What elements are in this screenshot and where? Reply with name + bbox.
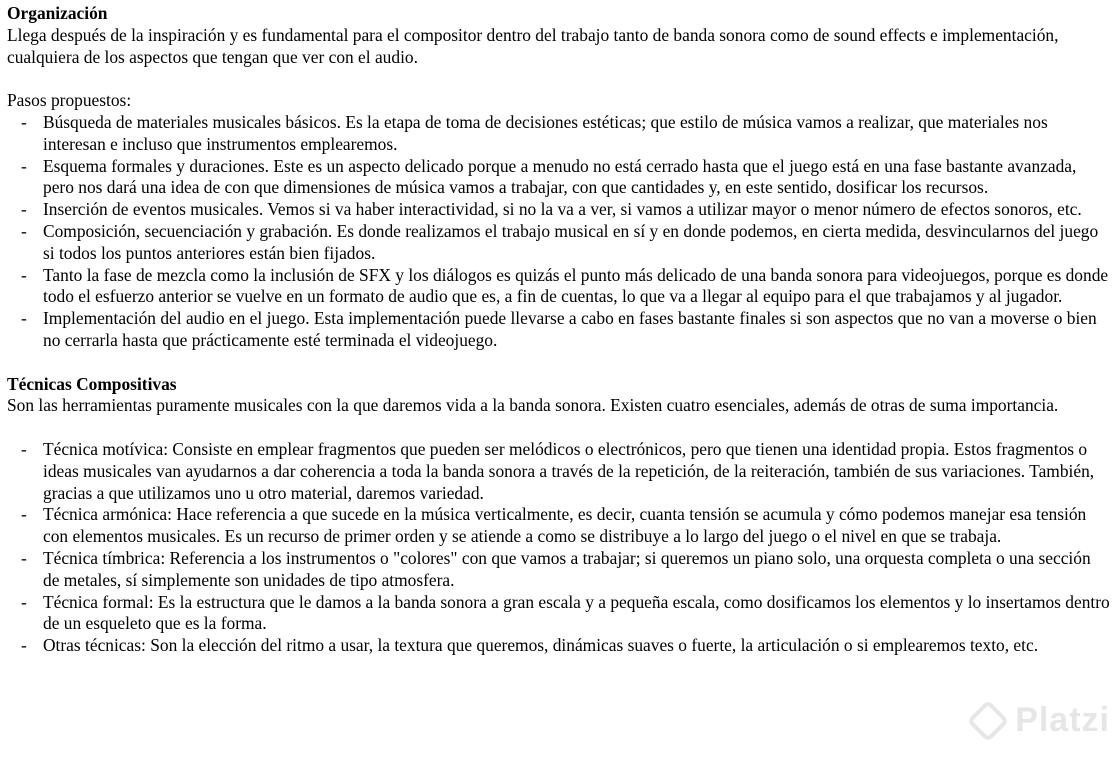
list-item-text: Inserción de eventos musicales. Vemos si va haber interactividad, si no la va a ver, si vamos a utilizar mayor o menor número de efectos sonoros, etc. — [43, 199, 1082, 220]
list-item — [7, 265, 1111, 309]
bullet-dash: - — [21, 547, 27, 568]
bullet-dash: - — [21, 591, 27, 612]
document-page — [7, 3, 1111, 657]
techniques-list — [7, 439, 1111, 657]
bullet-dash: - — [21, 199, 27, 220]
list-item — [7, 156, 1111, 200]
section-heading-tecnicas: Técnicas Compositivas — [7, 373, 177, 394]
bullet-dash: - — [21, 264, 27, 285]
spacer — [7, 417, 1111, 439]
list-item — [7, 548, 1111, 592]
list-item — [7, 112, 1111, 156]
list-item-text: Técnica armónica: Hace referencia a que sucede en la música verticalmente, es decir, cuanta tensión se acumula y cómo podemos manejar esa tensión con elementos musicales. Es un recurso de primer orden y se atiende a como se distribuye a lo largo del juego o el nivel en que se trabaja. — [43, 504, 1087, 547]
bullet-dash: - — [21, 308, 27, 329]
list-item — [7, 635, 1111, 657]
list-item-text: Búsqueda de materiales musicales básicos. Es la etapa de toma de decisiones estéticas; que estilo de música vamos a realizar, que materiales nos interesan e incluso que instrumentos emplearemos. — [43, 111, 1048, 154]
bullet-dash: - — [21, 504, 27, 525]
section-intro-tecnicas: Son las herramientas puramente musicales con la que daremos vida a la banda sonora. Existen cuatro esenciales, además de otras de suma importancia. — [7, 395, 1059, 416]
bullet-dash: - — [21, 111, 27, 132]
bullet-dash: - — [21, 635, 27, 656]
spacer — [7, 352, 1111, 374]
list-item-text: Implementación del audio en el juego. Esta implementación puede llevarse a cabo en fases bastante finales si son aspectos que no van a moverse o bien no cerrarla hasta que prácticamente esté terminada el videojuego. — [43, 308, 1097, 350]
platzi-logo-icon — [967, 700, 1009, 742]
list-item-text: Esquema formales y duraciones. Este es un aspecto delicado porque a menudo no está cerrado hasta que el juego está en una fase bastante avanzada, pero nos dará una idea de con que dimensiones de música vamos a trabajar, con que cantidades y, en este sentido, dosificar los recursos. — [43, 155, 1077, 198]
list-item-text: Técnica formal: Es la estructura que le damos a la banda sonora a gran escala y a pequeña escala, como dosificamos los elementos y lo insertamos dentro de un esqueleto que es la forma. — [43, 591, 1110, 634]
list-item — [7, 439, 1111, 504]
list-item-text: Otras técnicas: Son la elección del ritmo a usar, la textura que queremos, dinámicas suaves o fuerte, la articulación o si emplearemos texto, etc. — [43, 635, 1039, 656]
list-item — [7, 592, 1111, 636]
section-intro-organizacion: Llega después de la inspiración y es fundamental para el compositor dentro del trabajo tanto de banda sonora como de sound effects e implementación, cualquiera de los aspectos que tengan que ver con el audio. — [7, 24, 1059, 67]
list-item-text: Tanto la fase de mezcla como la inclusión de SFX y los diálogos es quizás el punto más delicado de una banda sonora para videojuegos, porque es donde todo el esfuerzo anterior se vuelve en un formato de audio que es, a fin de cuentas, lo que va a llegar al equipo para el que trabajamos y al jugador. — [43, 264, 1109, 307]
spacer — [7, 68, 1111, 90]
list-item-text: Técnica motívica: Consiste en emplear fragmentos que pueden ser melódicos o electrónicos, pero que tienen una identidad propia. Estos fragmentos o ideas musicales van ayudarnos a dar coherencia a toda la banda sonora a través de la repetición, de la reiteración, también de sus variaciones. También, gracias a que utilizamos uno u otro material, daremos variedad. — [43, 438, 1095, 503]
list-item — [7, 504, 1111, 548]
steps-list — [7, 112, 1111, 352]
steps-label: Pasos propuestos: — [7, 90, 132, 111]
bullet-dash: - — [21, 438, 27, 459]
list-item-text: Composición, secuenciación y grabación. Es donde realizamos el trabajo musical en sí y en donde podemos, en cierta medida, desvincularnos del juego si todos los puntos anteriores están bien fijados. — [43, 220, 1099, 263]
list-item — [7, 221, 1111, 265]
bullet-dash: - — [21, 220, 27, 241]
list-item — [7, 199, 1111, 221]
platzi-watermark — [973, 701, 1110, 740]
list-item — [7, 308, 1111, 352]
section-heading-organizacion: Organización — [7, 3, 108, 23]
watermark-text: Platzi — [1015, 701, 1110, 740]
list-item-text: Técnica tímbrica: Referencia a los instrumentos o "colores" con que vamos a trabajar; si queremos un piano solo, una orquesta completa o una sección de metales, sí simplemente son unidades de tipo atmosfera. — [43, 547, 1091, 590]
bullet-dash: - — [21, 155, 27, 176]
